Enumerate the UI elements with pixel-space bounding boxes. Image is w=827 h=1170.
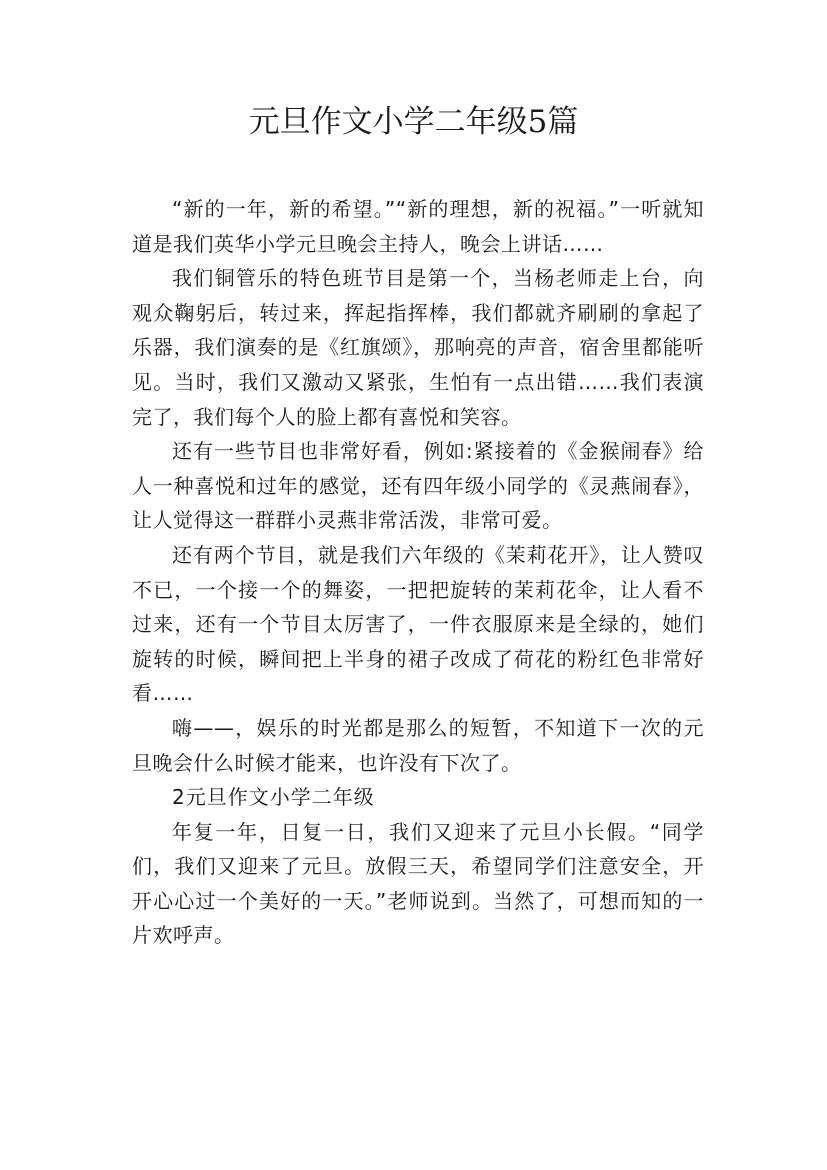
- paragraph: “新的一年，新的希望。”“新的理想，新的祝福。”一听就知道是我们英华小学元旦晚会主持人，晚会上讲话……: [132, 197, 704, 256]
- paragraph: 嗨——，娱乐的时光都是那么的短暂，不知道下一次的元旦晚会什么时候才能来，也许没有下次了。: [132, 715, 704, 775]
- document-body: [132, 192, 704, 953]
- paragraph: 我们铜管乐的特色班节目是第一个，当杨老师走上台，向观众鞠躬后，转过来，挥起指挥棒，我们都就齐刷刷的拿起了乐器，我们演奏的是《红旗颂》，那响亮的声音，宿舍里都能听见。当时，我们又激动又紧张，生怕有一点出错……我们表演完了，我们每个人的脸上都有喜悦和笑容。: [132, 266, 704, 429]
- paragraph: 年复一年，日复一日，我们又迎来了元旦小长假。“同学们，我们又迎来了元旦。放假三天，希望同学们注意安全，开开心心过一个美好的一天。”老师说到。当然了，可想而知的一片欢呼声。: [132, 819, 704, 948]
- section-subheading: 2元旦作文小学二年级: [172, 785, 375, 810]
- document-title: 元旦作文小学二年级5篇: [248, 104, 579, 140]
- paragraph: 还有两个节目，就是我们六年级的《茉莉花开》，让人赞叹不已，一个接一个的舞姿，一把把旋转的茉莉花伞，让人看不过来，还有一个节目太厉害了，一件衣服原来是全绿的，她们旋转的时候，瞬间把上半身的裙子改成了荷花的粉红色非常好看……: [132, 542, 704, 706]
- paragraph: 还有一些节目也非常好看，例如:紧接着的《金猴闹春》给人一种喜悦和过年的感觉，还有四年级小同学的《灵燕闹春》，让人觉得这一群群小灵燕非常活泼，非常可爱。: [132, 439, 704, 533]
